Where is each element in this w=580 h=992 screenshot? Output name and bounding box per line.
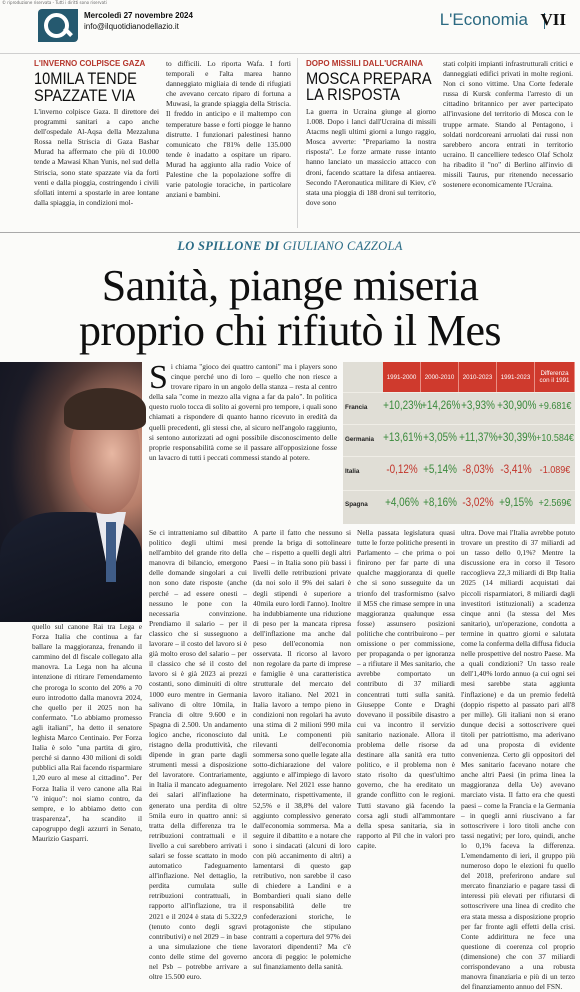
table-header-cell: 1991-2023 <box>497 362 535 392</box>
table-row-country: Germania <box>345 436 375 443</box>
table-row-country: Spagna <box>345 501 368 508</box>
article-col-4: ultra. Dove mai l'Italia avrebbe potuto trovare un prestito di 37 miliardi ad un tasso dello 0,1%? Mentre la discussione era in corso il Tesoro raccoglieva 22,3 miliardi di Btp Italia 2025 (14 miliardi acquistati dai piccoli risparmiatori, 8 miliardi dagli investitori istituzionali) a scadenza cinque anni (la stessa del Mes sanitario), un'operazione, condotta a termine in quattro giorni e salutata come la conferma della diffusa fiducia nelle prospettive del nostro Paese. Ma a quali condizioni? Un tasso reale dell'1,40% lordo annuo (a cui ogni sei mesi sarebbe stata aggiunta l'inflazione) e da un premio fedeltà (doppio rispetto al passato pari all'8 per mille). Gli italiani non si erano dunque decisi a sottoscrivere quei titoli per patriottismo, ma aderivano ad una proposta di evidente convenienza. Certo gli oppositori del Mes sanitario facevano notare che anche altri Paesi (in prima linea la maggioranza della Ue) avevano marciato vista. Il fatto era che questi paesi – come la Francia e la Germania – in quegli anni riuscivano a far sottoscrivere i loro titoli anche con tassi negativi; per loro, quindi, anche lo 0,1% faceva la differenza. L'emendamento di ieri, il gruppo più numeroso dopo le elezioni fu quello del 2018, preferirono andare sul mercato finanziario e pagare tassi di interessi più elevati per rifiutarsi di sottoscrivere una linea di credito che era stata messa a disposizione proprio per far fronte agli effetti della crisi. Conte addirittura ne fece una questione di coerenza col proprio (dimensione) che con 37 miliardi corrispondevano a una robusta manovra finanziaria e più di un terzo del finanziamento annuo del FSN. <box>461 528 575 992</box>
table-cell: +14,26% <box>421 400 461 412</box>
table-cell: +3,93% <box>461 400 495 412</box>
article-intro <box>149 359 337 522</box>
table-cell: +13,61% <box>383 432 423 444</box>
right-story-col-2: stati colpiti impianti infrastrutturali critici e danneggiati edifici privati in molte regioni. Non ci sono vittime. Una Corte federale russa di Kursk conferma l'arresto di un cittadino britannico per aver partecipato all'invasione del territorio di Mosca con le truppe armate. Stando al Pentagono, i soldati nordcoreani arruolati dai russi non sarebbero ancora entrati in territorio ucraino. Il cancelliere tedesco Olaf Scholz ha ribadito il "no" di Berlino all'invio di missili Taurus, pur ritenendo necessario sostenere economicamente l'Ucraina. <box>443 59 573 190</box>
table-cell: +3,05% <box>423 432 457 444</box>
column-rule <box>297 58 298 228</box>
table-cell: +11,37% <box>459 432 498 444</box>
right-story-title-line-1: MOSCA PREPARA <box>306 69 432 88</box>
table-cell: +10,23% <box>383 400 423 412</box>
issue-date: Mercoledì 27 novembre 2024 <box>84 11 193 20</box>
contact-email: info@ilquotidianodellazio.it <box>84 22 179 31</box>
table-cell: +5,14% <box>423 464 457 476</box>
table-cell: +9.681€ <box>538 400 572 412</box>
page-number: VII <box>540 10 566 29</box>
article-col-1: Se ci intratteniamo sul dibattito politico degli ultimi mesi nell'ambito del grande rito della manovra di bilancio, emergono delle domande singolari a cui non sono date risposte (anche perché – ad essere onesti – nessuno le pone con la necessaria convinzione. Prendiamo il salario – per il classico che si susseguono a lavorare – il costo del lavoro si è già molto eroso del salario – per il classico che sé il costo del lavoro si è già 2023 ai prezzi costanti, sono diminuiti di oltre 1000 euro mentre in Germania salivano di oltre 10mila, in Francia di oltre 9.600 e in Spagna di 2.500. Un andamento logico anche, riconosciuto dal ristagno della produttività, che dipende in gran parte dagli strumenti messi a disposizione del lavoratore. Contrariamente, in Italia il mancato adeguamento dei salari all'inflazione ha generato una perdita di oltre 5mila euro in quattro anni: si tratta della differenza tra le retribuzioni contrattuali e il livello a cui sarebbero arrivati i salari se fosse scattato in modo automatico l'adeguamento all'inflazione. Nel dettaglio, la perdita cumulata sulle retribuzioni contrattuali, in rapporto all'inflazione, tra il 2021 e il 2024 è stata di 5.322,9 (tenuto conto degli sgravi contributivi) e nel 2029 – in base a una simulazione che tiene conto delle stime del governo nel Psb – potrebbe arrivare a oltre 15.500 euro. <box>149 528 247 982</box>
right-story-title-line-2: LA RISPOSTA <box>306 85 400 104</box>
table-header-cell: Differenza con il 1991 <box>535 362 575 392</box>
column-name: LO SPILLONE DI <box>177 239 280 253</box>
right-story-kicker: DOPO MISSILI DALL'UCRAINA <box>306 59 424 68</box>
article-col-3: Nella passata legislatura quasi tutte le forze politiche presenti in Parlamento – che prima o poi finirono per far parte di una qualche maggioranza di quelle che si sono susseguite da un trionfo del trasformismo (salvo il M5S che rimase sempre in una maggioranza qualunque essa fosse) assunsero posizioni politiche che contribuirono – per omissione o per commissione, per propaganda o per ignoranza – a rifiutare il Mes sanitario, che avrebbe comportato un contributo di 37 miliardi concentrati tutti sulla sanità. Giuseppe Conte e Draghi dovevano il possibile disastro a cui va incontro il servizio sanitario nazionale. Allora il problema delle risorse da destinare alla sanità era tutto politico, e il problema non è stato risolto da quest'ultimo governo, che ha ereditato un grande conflitto con le regioni. Tutti stavano già facendo la corsa agli studi all'ammontare della spesa sanitaria, sia in rapporto al Pil che in valori pro capite. <box>357 528 455 850</box>
left-story-title: 10MILA TENDE SPAZZATE VIA <box>34 69 137 105</box>
politician-photo <box>0 362 142 618</box>
section-title: L'Economia <box>439 10 528 29</box>
table-cell: -0,12% <box>386 464 418 476</box>
table-cell: +2.569€ <box>538 497 572 509</box>
right-story-col-1: La guerra in Ucraina giunge al giorno 1.008. Dopo i lanci dall'Ucraina di missili Atacms negli ultimi giorni a lungo raggio, Mosca avverte: "Prepariamo la nostra risposta". Le forze armate russe intanto hanno lanciato un massiccio attacco con droni, facendo scattare la difesa antiaerea. Secondo l'Aeronautica militare di Kiev, c'è stata una pioggia di 188 droni sul territorio, dove sono <box>306 107 436 207</box>
table-cell: -3,41% <box>500 464 532 476</box>
drop-cap: S <box>149 359 168 396</box>
article-col-2: A parte il fatto che nessuno si prende la briga di sottolineare che – rispetto a quelli degli altri Paesi – in Italia sono più bassi i livelli delle retribuzioni private (da noi solo il 9% dei salari è degli stipendi è superiore a 40mila euro lordi l'anno). Inoltre ha indubbiamente una riduzione di peso per la mancata ripresa dell'inflazione ma anche dal peso dell'economia non osservata. Il ricorso al lavoro non regolare da parte di imprese e famiglie è una caratteristica strutturale del mercato del lavoro italiano. Nel 2021 in Italia lavoro a tempo pieno in condizioni non regolari ha avuto una stima di 2 milioni 990 mila unità. Le componenti più rilevanti dell'economia sommersa sono quelle legate alla sotto-dichiarazione del valore aggiunto e all'impiego di lavoro irregolare. Nel 2021 esse hanno determinato, rispettivamente, il 52,5% e il 38,8% del valore aggiunto complessivo generato dall'economia sommersa. Ma a seguire il dibattito e a notare che sono i sindacati (alcuni di loro con più accanimento di altri) a lamentarsi di questo gap retributivo, non sarebbe il caso di chiedere a Landini e a Bombardieri quali siano delle responsabilità delle tre confederazioni storiche, le protagoniste che stipulano contratti a copertura del 97% dei lavoratori dipendenti? Ma c'è ancora di peggio: le polemiche sul finanziamento della sanità. <box>253 528 351 972</box>
headline-line-2: proprio chi rifiutò il Mes <box>79 306 501 355</box>
table-cell: +8,16% <box>423 497 457 509</box>
article-intro-text: i chiama "gioco dei quattro cantoni" ma i players sono cinque perché uno di loro – quello che non riesce a trovare riparo in un angolo della stanza – resta al centro della sala "come in mezzo alla vigna a far da palo". In politica questo ruolo tocca di solito ai governi pro tempore, i quali sono chiamati a rispondere di quanto hanno ricevuto in eredità da quelli precedenti, gli stessi che, al sicuro nell'angolo raggiunto, si sentono autorizzati ad ogni possibile disconoscimento delle proprie responsabilità come se il passare all'opposizione fosse un lavacro di tutti i peccati commessi stando al potere. <box>149 362 337 462</box>
left-story-col-1: L'inverno colpisce Gaza. Il direttore dei programmi sanitari a capo anche dell'ospedale Al-Aqsa della Mezzaluna Rossa nella Striscia di Gaza Bashar Murad ha affermato che più di 10.000 tende a Mawasi Khan Yunis, nel sud della Striscia, sono state spazzate via da forti venti e dalla pioggia, costringendo i civili sfollati interni a spostarle in aree lontane dalla spiaggia, in condizioni mol- <box>34 107 159 207</box>
author-name: GIULIANO CAZZOLA <box>282 239 403 253</box>
table-row-country: Italia <box>345 468 360 475</box>
column-label <box>0 239 580 254</box>
table-header-cell: 2000-2010 <box>421 362 459 392</box>
table-cell: -8,03% <box>462 464 494 476</box>
photo-caption-text: quello sul canone Rai tra Lega e Forza Italia che continua a far ballare la maggioranza, frenando il cammino del dl fiscale collegato alla manovra. La Lega non ha alcuna intenzione di ritirare l'emendamento che proroga lo sconto del 20% a 70 euro introdotto dalla manovra 2024, che quello per il 2025 non ha confermato. "Lo abbiamo promesso agli italiani", ha detto il senatore leghista Marco Centinaio. Per Forza Italia è solo "una partita di giro, perché si danno 430 milioni di soldi pubblici alla Rai facendo risparmiare 1,20 euro al mese al cittadino". Per Forza Italia il vero canone alla Rai "è iniquo": noi siamo contro, da sempre, e lo abbiamo detto con trasparenza", ha scandito il capogruppo degli azzurri in Senato, Maurizio Gasparri. <box>32 622 142 843</box>
table-cell: -1.089€ <box>539 464 571 476</box>
table-cell: +30,39% <box>497 432 537 444</box>
section-separator <box>0 232 580 233</box>
table-header-cell: 2010-2023 <box>459 362 497 392</box>
table-header-cell: 1991-2000 <box>383 362 421 392</box>
page-header <box>0 7 580 54</box>
table-cell: +4,06% <box>385 497 419 509</box>
left-story-kicker: L'INVERNO COLPISCE GAZA <box>34 59 146 68</box>
headline-line-1: Sanità, piange miseria <box>101 261 479 310</box>
table-cell: +30,90% <box>497 400 537 412</box>
reproduction-notice: © riproduzione riservata - Tutti i diritti sono riservati <box>2 0 107 5</box>
table-cell: +10.584€ <box>536 432 574 444</box>
table-cell: -3,02% <box>462 497 494 509</box>
newspaper-logo <box>38 9 78 42</box>
table-cell: +9,15% <box>499 497 533 509</box>
table-row-country: Francia <box>345 404 368 411</box>
wage-change-table <box>343 362 575 524</box>
left-story-col-2: to difficili. Lo riporta Wafa. I forti temporali e l'alta marea hanno danneggiato migliaia di tende di rifugiati che avevano cercato riparo di fortuna a Muwasi, la grande spiaggia della Striscia. Il freddo in anticipo e il maltempo con temperature basse e forti piogge le hanno distrutte. I funzionari palestinesi hanno comunicato che l'81% delle 135.000 tende è inadatto a ospitare un riparo. Murad ha aggiunto alla radio Voice of Palestine che la popolazione soffre di varie patologie toraciche, in particolare anziani e bambini. <box>166 59 291 200</box>
